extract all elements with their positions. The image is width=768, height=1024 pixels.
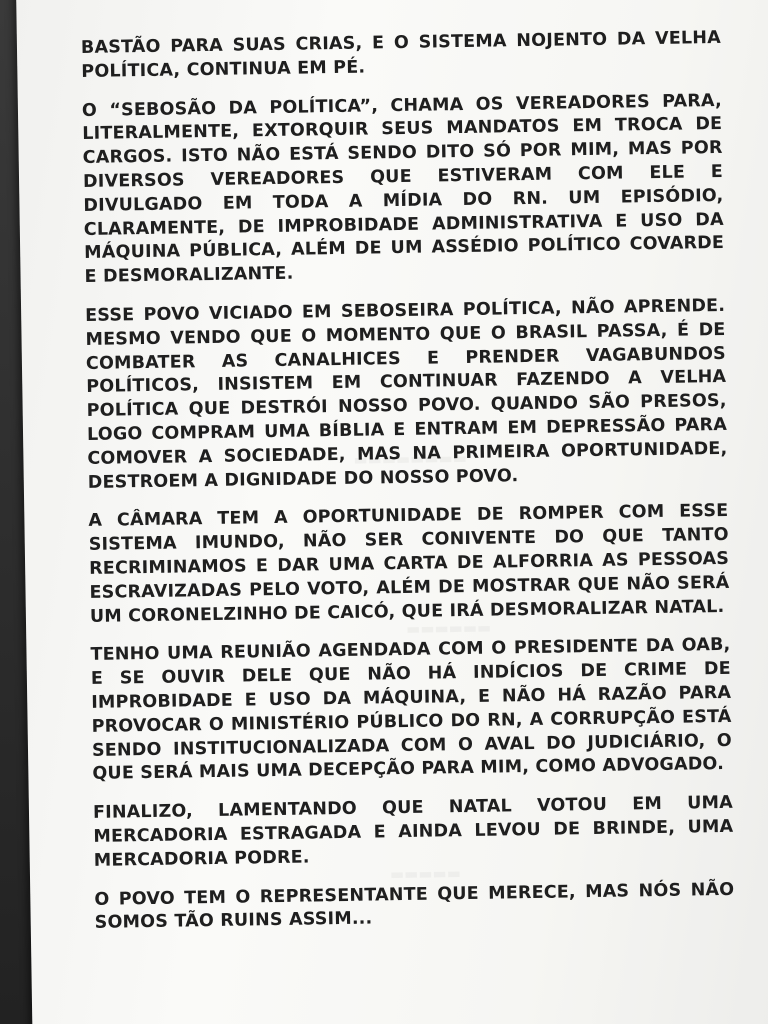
- document-body: [81, 27, 735, 951]
- paragraph-2: O “SEBOSÃO DA POLÍTICA”, CHAMA OS VEREADORES PARA, LITERALMENTE, EXTORQUIR SEUS MANDATOS EM TROCA DE CARGOS. ISTO NÃO ESTÁ SENDO DITO SÓ POR MIM, MAS POR DIVERSOS VEREADORES QUE ESTIVERAM COM ELE E DIVULGADO EM TODA A MÍDIA DO RN. UM EPISÓDIO, CLARAMENTE, DE IMPROBIDADE ADMINISTRATIVA E USO DA MÁQUINA PÚBLICA, ALÉM DE UM ASSÉDIO POLÍTICO COVARDE E DESMORALIZANTE.: [81, 90, 725, 288]
- paragraph-4: A CÂMARA TEM A OPORTUNIDADE DE ROMPER COM ESSE SISTEMA IMUNDO, NÃO SER CONIVENTE DO QUE TANTO RECRIMINAMOS E DAR UMA CARTA DE ALFORRIA AS PESSOAS ESCRAVIZADAS PELO VOTO, ALÉM DE MOSTRAR QUE NÃO SERÁ UM CORONELZINHO DE CAICÓ, QUE IRÁ DESMORALIZAR NATAL.: [88, 501, 730, 627]
- paragraph-6: FINALIZO, LAMENTANDO QUE NATAL VOTOU EM UMA MERCADORIA ESTRAGADA E AINDA LEVOU DE BRINDE, UMA MERCADORIA PODRE.: [92, 792, 734, 871]
- paragraph-7: O POVO TEM O REPRESENTANTE QUE MERECE, MAS NÓS NÃO SOMOS TÃO RUINS ASSIM...: [94, 879, 735, 934]
- paragraph-3: ESSE POVO VICIADO EM SEBOSEIRA POLÍTICA, NÃO APRENDE. MESMO VENDO QUE O MOMENTO QUE O BRASIL PASSA, É DE COMBATER AS CANALHICES E PRENDER VAGABUNDOS POLÍTICOS, INSISTEM EM CONTINUAR FAZENDO A VELHA POLÍTICA QUE DESTRÓI NOSSO POVO. QUANDO SÃO PRESOS, LOGO COMPRAM UMA BÍBLIA E ENTRAM EM DEPRESSÃO PARA COMOVER A SOCIEDADE, MAS NA PRIMEIRA OPORTUNIDADE, DESTROEM A DIGNIDADE DO NOSSO POVO.: [85, 295, 728, 493]
- paragraph-1: BASTÃO PARA SUAS CRIAS, E O SISTEMA NOJENTO DA VELHA POLÍTICA, CONTINUA EM PÉ.: [80, 27, 722, 82]
- printed-page: [16, 0, 768, 1024]
- paragraph-5: TENHO UMA REUNIÃO AGENDADA COM O PRESIDENTE DA OAB, E SE OUVIR DELE QUE NÃO HÁ INDÍCIOS DE CRIME DE IMPROBIDADE E USO DA MÁQUINA, E NÃO HÁ RAZÃO PARA PROVOCAR O MINISTÉRIO PÚBLICO DO RN, A CORRUPÇÃO ESTÁ SENDO INSTITUCIONALIZADA COM O AVAL DO JUDICIÁRIO, O QUE SERÁ MAIS UMA DECEPÇÃO PARA MIM, COMO ADVOGADO.: [90, 635, 733, 785]
